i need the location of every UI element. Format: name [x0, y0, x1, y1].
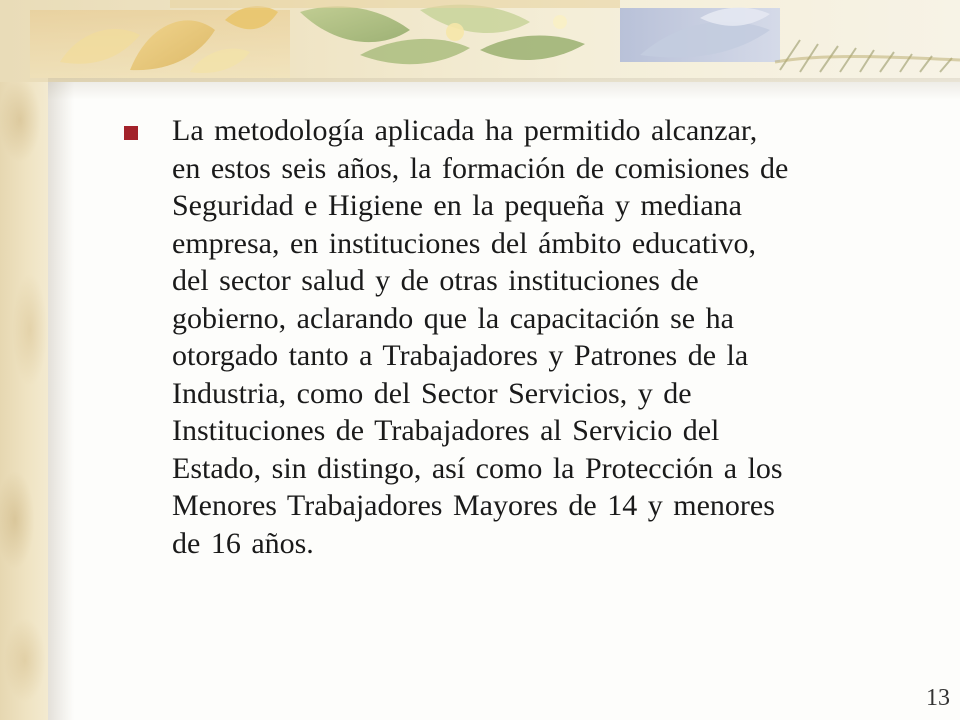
text-line: otorgado tanto a Trabajadores y Patrones de la [172, 339, 749, 372]
text-line: empresa, en instituciones del ámbito educativo, [172, 226, 757, 260]
left-strip-shadow [48, 0, 74, 720]
bullet-item [120, 112, 910, 562]
text-line: Estado, sin distingo, así como la Protección a los [172, 451, 783, 485]
text-line: Seguridad e Higiene en la pequeña y mediana [172, 189, 742, 222]
text-line: en estos seis años, la formación de comisiones de [172, 151, 789, 185]
text-line: Instituciones de Trabajadores al Servicio del [172, 414, 720, 447]
text-line: del sector salud y de otras instituciones de [172, 264, 699, 297]
leaf-banner-decoration [0, 0, 960, 82]
slide-content [120, 112, 910, 562]
parchment-left-strip [0, 0, 48, 720]
text-line: de 16 años. [172, 526, 314, 560]
text-line: Menores Trabajadores Mayores de 14 y menores [172, 489, 775, 522]
page-number: 13 [926, 685, 950, 711]
bullet-paragraph [172, 112, 910, 562]
banner-shadow [48, 78, 960, 100]
text-line: Industria, como del Sector Servicios, y de [172, 376, 692, 410]
text-line: La metodología aplicada ha permitido alcanzar, [172, 114, 758, 147]
text-line: gobierno, aclarando que la capacitación se ha [172, 301, 734, 335]
square-bullet-icon [124, 126, 138, 140]
